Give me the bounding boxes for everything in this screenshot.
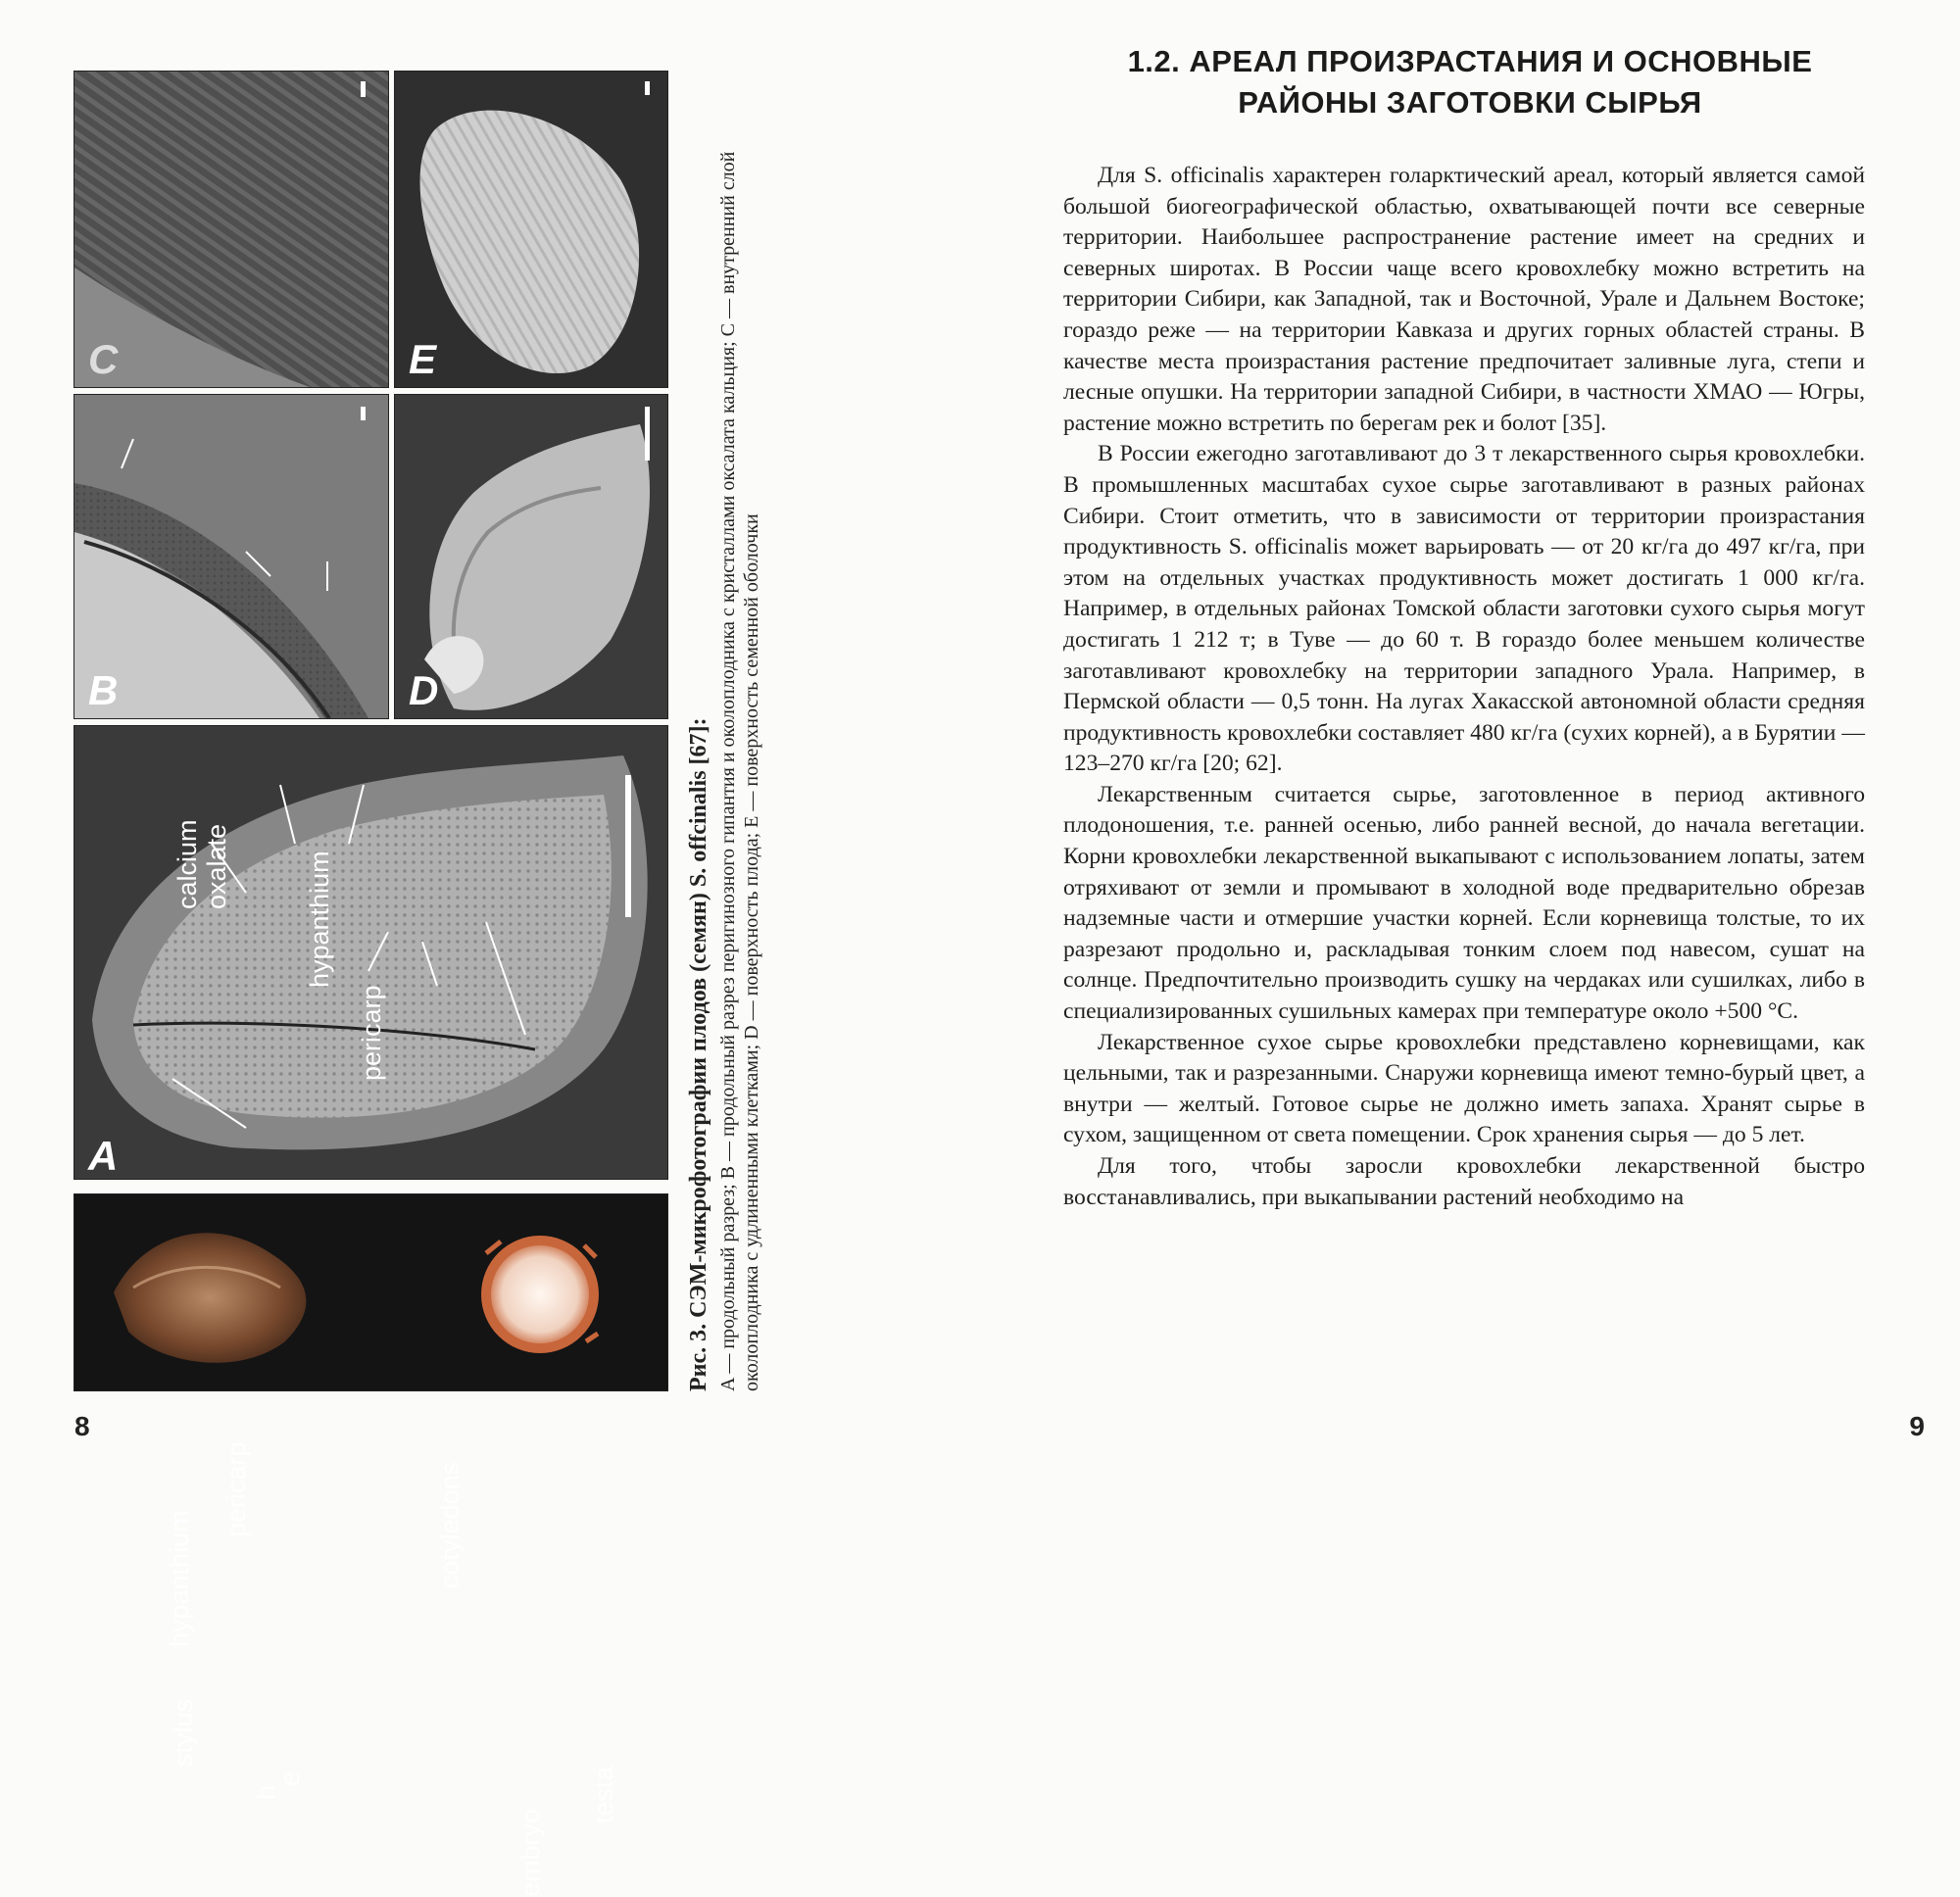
panel-c-letter: C [88,336,119,382]
sem-panel-a [74,725,668,1897]
label-e: e [275,1771,305,1786]
label-pericarp-b: pericarp [357,985,386,1081]
paragraph-2: В России ежегодно заготавливают до 3 т лекарственного сырья кровохлебки. В промышленных масштабах сухое сырье заготавливают в разных районах Сибири. Стоит отметить, что в зависимости от территории произрастания продуктивность S. officinalis может варьировать — от 20 кг/га до 497 кг/га, при этом на отдельных участках продуктивность может достигать 1 000 кг/га. Например, в отдельных районах Томской области заготовки сухого сырья могут достигать 1 212 т; в Туве — до 60 т. В гораздо более меньшем количестве заготавливают кровохлебку на территории западного Урала. Например, в Пермской области — 0,5 тонн. На лугах Хакасской автономной области средняя продуктивность кровохлебки составляет 480 кг/га (сухих корней), а в Бурятии — 123–270 кг/га [20; 62]. [1063,441,1865,777]
section-heading [1068,41,1872,123]
sem-panel-b [74,394,389,1081]
sem-panel-c-graphic [74,72,388,387]
page-number-right: 9 [1909,1411,1925,1441]
paragraph-5: Для того, чтобы заросли кровохлебки лекарственной быстро восстанавливались, при выкапывании растений необходимо на [1063,1153,1865,1210]
label-cotyledons: cotyledons [435,1461,465,1588]
panel-d-scale-bar [645,407,650,461]
label-calcium: calcium [172,819,202,909]
panel-d-letter: D [409,667,439,713]
label-oxalate: oxalate [202,823,231,909]
sem-panel-d [394,394,668,719]
fruit-color-photo [74,1193,668,1391]
sem-panel-a-graphic [74,726,667,1179]
paragraph-4: Лекарственное сухое сырье кровохлебки представлено корневищами, как цельными, так и разрезанными. Снаружи корневища имеют темно-бурый цвет, а внутри — желтый. Готовое сырье не должно иметь запаха. Хранят сырье в сухом, защищенном от света помещении. Срок хранения сырья — до 5 лет. [1063,1029,1865,1148]
label-testa: testa [589,1766,618,1824]
right-page [980,0,1960,1480]
panel-e-letter: E [409,336,437,382]
label-pericarp-a: pericarp [221,1441,251,1537]
paragraph-1: Для S. officinalis характерен голарктический ареал, который является самой большой биогеографической областью, охватывающей почти все северные территории. Наибольшее распространение растение имеет на средних и северных широтах. В России чаще всего кровохлебку можно встретить на территории Сибири, как Западной, так и Восточной, Урале и Дальнем Востоке; гораздо реже — на территории Кавказа и других горных областей страны. В качестве места произрастания растение предпочитает заливные луга, степи и лесные опушки. На территории западной Сибири, в частности ХМАО — Югры, растение можно встретить по берегам рек и болот [35]. [1063,163,1865,436]
panel-b-letter: B [88,667,119,713]
panel-e-scale-bar [645,81,650,95]
sem-panel-c [74,71,389,388]
section-heading-line-2: РАЙОНЫ ЗАГОТОВКИ СЫРЬЯ [1238,85,1702,120]
panel-c-scale-bar [361,81,366,97]
figure-caption-title: Рис. 3. СЭМ-микрофотографии плодов (семян) S. offcinalis [67]: [686,717,711,1391]
sem-panel-b-graphic [74,395,388,718]
sem-panel-e [394,71,668,388]
label-embryo: embryo [515,1808,545,1897]
panel-b-scale-bar [361,407,366,420]
panel-a-scale-bar [625,775,631,917]
paragraph-3: Лекарственным считается сырье, заготовленное в период активного плодоношения, т.е. ранней осенью, либо ранней весной, до начала вегетации. Корни кровохлебки лекарственной выкапывают с использованием лопаты, затем отряхивают от земли и промывают в холодной воде предварительно обрезав надземные части и отмершие участки корней. Если корневища толстые, то их разрезают продольно и, раскладывая тонким слоем под навесом, сушат на солнце. Предпочтительно производить сушку на чердаках или сушилках, либо в специализированных сушильных камерах при температуре около +500 °С. [1063,781,1865,1025]
page-number-left: 8 [74,1411,90,1441]
panel-a-letter: A [88,1133,119,1179]
label-stylus: stylus [169,1698,198,1767]
section-heading-line-1: 1.2. АРЕАЛ ПРОИЗРАСТАНИЯ И ОСНОВНЫЕ [1127,44,1813,78]
figure-caption [686,49,763,1391]
figure-caption-text: A — продольный разрез; B — продольный разрез перигинозного гипантия и околоплодника с кристаллами оксалата кальция; C — внутренний слой околоплодника с удлиненными клетками; D — поверхность плода; E — поверхность семенной оболочки [717,151,762,1391]
fruit-photo-graphic [74,1194,667,1390]
label-h: h [251,1784,280,1800]
label-hypanthium-a: hypanthium [165,1510,194,1647]
label-hypanthium-b: hypanthium [305,851,334,988]
body-text [1063,161,1865,1213]
